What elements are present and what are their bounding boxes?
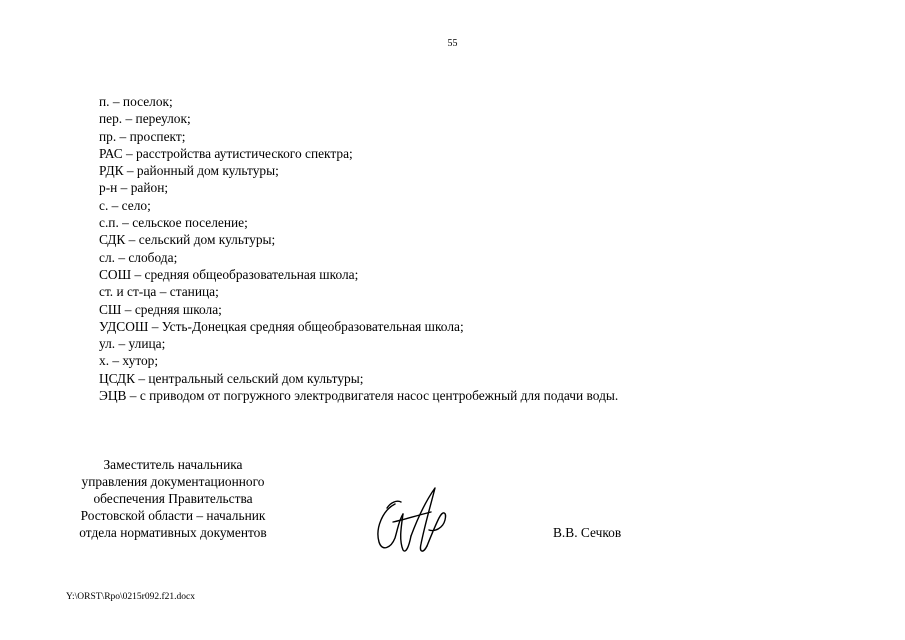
abbreviation-list [99, 93, 618, 404]
list-item: РАС – расстройства аутистического спектра; [99, 145, 353, 161]
page-number: 55 [447, 38, 458, 49]
list-item: СШ – средняя школа; [99, 301, 222, 317]
handwritten-signature [373, 480, 455, 558]
signer-name: В.В. Сечков [553, 525, 622, 540]
list-item: ст. и ст-ца – станица; [99, 284, 219, 300]
list-item: ул. – улица; [99, 336, 166, 352]
signer-title-line: отдела нормативных документов [79, 525, 267, 540]
list-item: СОШ – средняя общеобразовательная школа; [99, 266, 359, 282]
list-item: пер. – переулок; [99, 111, 191, 127]
list-item: с. – село; [99, 197, 151, 213]
file-path: Y:\ORST\Rpo\0215r092.f21.docx [66, 592, 195, 602]
list-item: х. – хутор; [99, 353, 159, 369]
signer-title-line: управления документационного [81, 474, 265, 489]
list-item: р-н – район; [99, 180, 169, 196]
signer-title-line: Ростовской области – начальник [80, 508, 266, 523]
list-item: СДК – сельский дом культуры; [99, 232, 276, 248]
signer-title-line: Заместитель начальника [103, 457, 243, 472]
list-item: УДСОШ – Усть-Донецкая средняя общеобразовательная школа; [99, 318, 464, 334]
list-item: пр. – проспект; [99, 128, 186, 144]
list-item: ЭЦВ – с приводом от погружного электродвигателя насос центробежный для подачи воды. [99, 388, 619, 404]
signer-title [53, 456, 293, 541]
list-item: п. – поселок; [99, 94, 173, 109]
list-item: ЦСДК – центральный сельский дом культуры; [99, 370, 364, 386]
list-item: РДК – районный дом культуры; [99, 163, 279, 179]
list-item: сл. – слобода; [99, 249, 178, 265]
signer-title-line: обеспечения Правительства [93, 491, 253, 506]
list-item: с.п. – сельское поселение; [99, 215, 248, 231]
